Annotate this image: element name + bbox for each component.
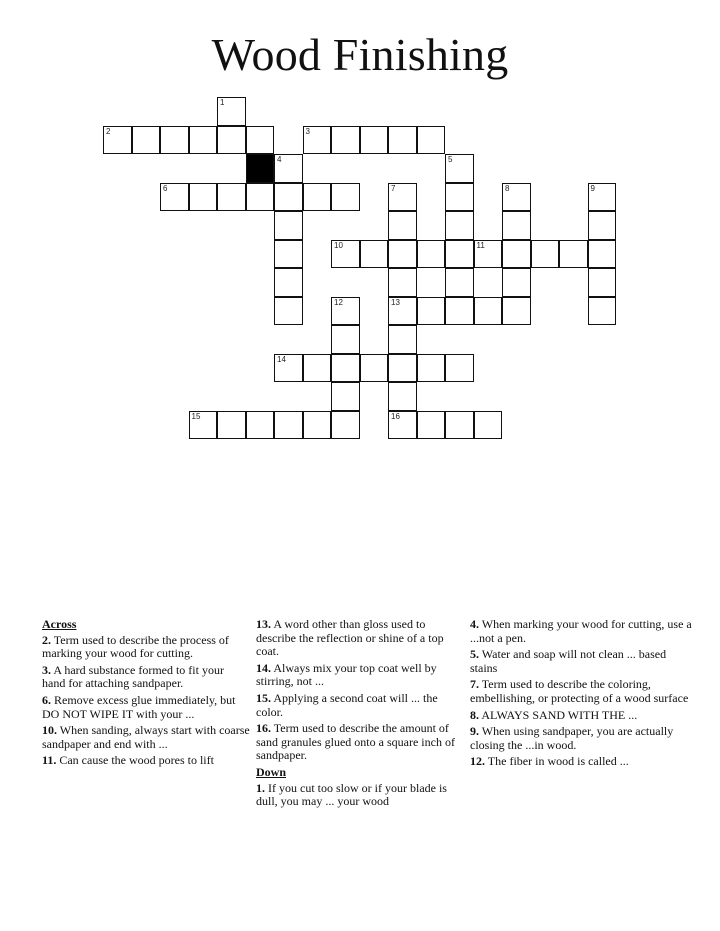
grid-cell[interactable]	[331, 411, 360, 440]
grid-cell[interactable]	[417, 297, 446, 326]
clue-across-15: 15. Applying a second coat will ... the color.	[256, 690, 438, 719]
grid-cell[interactable]	[217, 411, 246, 440]
down-heading: Down	[256, 764, 287, 779]
grid-cell[interactable]	[189, 126, 218, 155]
grid-cell[interactable]	[445, 354, 474, 383]
grid-cell[interactable]	[474, 411, 503, 440]
cell-number: 11	[476, 240, 485, 250]
grid-cell[interactable]	[388, 183, 417, 212]
grid-cell[interactable]	[303, 411, 332, 440]
grid-cell[interactable]	[417, 354, 446, 383]
grid-cell[interactable]	[417, 240, 446, 269]
grid-cell[interactable]	[502, 297, 531, 326]
clue-down-9: 9. When using sandpaper, you are actually closing the ...in wood.	[470, 724, 674, 752]
clue-across-16: 16. Term used to describe the amount of sand granules glued onto a square inch of sandpaper.	[256, 721, 455, 763]
grid-cell[interactable]	[445, 154, 474, 183]
grid-cell[interactable]	[331, 240, 360, 269]
grid-cell[interactable]	[331, 382, 360, 411]
cell-number: 12	[334, 297, 343, 307]
grid-cell[interactable]	[303, 183, 332, 212]
grid-cell[interactable]	[388, 325, 417, 354]
grid-cell[interactable]	[160, 126, 189, 155]
clue-across-13: 13. A word other than gloss used to describe the reflection or shine of a top coat.	[256, 617, 444, 659]
clue-down-7: 7. Term used to describe the coloring, embellishing, or protecting of a wood surface	[470, 677, 689, 705]
grid-cell[interactable]	[303, 126, 332, 155]
clue-down-5: 5. Water and soap will not clean ... based stains	[470, 647, 667, 675]
grid-cell-black	[246, 154, 275, 183]
cell-number: 15	[191, 411, 201, 421]
clue-down-1: 1. If you cut too slow or if your blade is dull, you may ... your wood	[256, 780, 447, 809]
cell-number: 8	[505, 183, 510, 193]
clue-across-10: 10. When sanding, always start with coarse sandpaper and end with ...	[42, 723, 250, 751]
grid-cell[interactable]	[331, 126, 360, 155]
grid-cell[interactable]	[360, 240, 389, 269]
grid-cell[interactable]	[360, 126, 389, 155]
grid-cell[interactable]	[246, 411, 275, 440]
cell-number: 5	[448, 155, 453, 164]
grid-cell[interactable]	[388, 382, 417, 411]
grid-cell[interactable]	[274, 411, 303, 440]
grid-cell[interactable]	[417, 411, 446, 440]
grid-cell[interactable]	[274, 183, 303, 212]
cell-number: 6	[163, 183, 168, 193]
grid-cell[interactable]	[189, 183, 218, 212]
grid-cell[interactable]	[331, 297, 360, 326]
grid-cell[interactable]	[274, 297, 303, 326]
grid-cell[interactable]	[274, 240, 303, 269]
grid-cell[interactable]	[274, 354, 303, 383]
grid-cell[interactable]	[217, 126, 246, 155]
cell-number: 2	[106, 126, 111, 136]
grid-cell[interactable]	[474, 297, 503, 326]
grid-cell[interactable]	[103, 126, 132, 155]
grid-cell[interactable]	[445, 183, 474, 212]
grid-cell[interactable]	[388, 297, 417, 326]
grid-cell[interactable]	[502, 183, 531, 212]
grid-cell[interactable]	[588, 211, 617, 240]
clue-down-12: 12. The fiber in wood is called ...	[470, 754, 629, 769]
grid-cell[interactable]	[331, 183, 360, 212]
page-title: Wood Finishing	[211, 29, 509, 80]
cell-number: 14	[277, 354, 286, 364]
grid-cell[interactable]	[303, 354, 332, 383]
cell-number: 4	[277, 155, 282, 164]
cell-number: 3	[305, 126, 310, 136]
grid-cell[interactable]	[588, 297, 617, 326]
grid-cell[interactable]	[445, 240, 474, 269]
clue-across-2: 2. Term used to describe the process of marking your wood for cutting.	[42, 632, 229, 661]
clue-down-8: 8. ALWAYS SAND WITH THE ...	[470, 707, 638, 722]
clue-across-3: 3. A hard substance formed to fit your hand for attaching sandpaper.	[42, 662, 224, 691]
grid-cell[interactable]	[502, 211, 531, 240]
across-heading: Across	[42, 617, 77, 631]
grid-cell[interactable]	[588, 240, 617, 269]
grid-cell[interactable]	[189, 411, 218, 440]
clue-column-2	[256, 618, 456, 812]
cell-number: 16	[391, 411, 400, 421]
grid-cell[interactable]	[360, 354, 389, 383]
clue-column-1	[42, 618, 250, 771]
grid-cell[interactable]	[331, 354, 360, 383]
cell-number: 9	[590, 183, 595, 193]
cell-number: 1	[220, 98, 225, 107]
grid-cell[interactable]	[474, 240, 503, 269]
grid-cell[interactable]	[274, 268, 303, 297]
grid-cell[interactable]	[132, 126, 161, 155]
grid-cell[interactable]	[417, 126, 446, 155]
grid-cell[interactable]	[588, 183, 617, 212]
grid-cell[interactable]	[274, 154, 303, 183]
grid-cell[interactable]	[160, 183, 189, 212]
clue-across-6: 6. Remove excess glue immediately, but DO NOT WIPE IT with your ...	[42, 692, 236, 721]
grid-cell[interactable]	[246, 183, 275, 212]
grid-cell[interactable]	[445, 268, 474, 297]
grid-cell[interactable]	[588, 268, 617, 297]
clue-column-3	[470, 618, 692, 772]
grid-cell[interactable]	[274, 211, 303, 240]
cell-number: 10	[334, 240, 343, 250]
grid-cell[interactable]	[445, 211, 474, 240]
grid-cell[interactable]	[531, 240, 560, 269]
grid-cell[interactable]	[331, 325, 360, 354]
grid-cell[interactable]	[217, 183, 246, 212]
cell-number: 13	[391, 297, 400, 307]
grid-cell[interactable]	[217, 97, 246, 126]
grid-cell[interactable]	[246, 126, 275, 155]
grid-cell[interactable]	[388, 268, 417, 297]
grid-cell[interactable]	[502, 268, 531, 297]
grid-cell[interactable]	[388, 411, 417, 440]
clue-across-11: 11. Can cause the wood pores to lift	[42, 753, 214, 768]
grid-cell[interactable]	[388, 354, 417, 383]
grid-cell[interactable]	[559, 240, 588, 269]
grid-cell[interactable]	[388, 211, 417, 240]
clue-across-14: 14. Always mix your top coat well by stirring, not ...	[256, 660, 437, 689]
clue-down-4: 4. When marking your wood for cutting, use a ...not a pen.	[470, 617, 692, 645]
grid-cell[interactable]	[388, 126, 417, 155]
grid-cell[interactable]	[502, 240, 531, 269]
grid-cell[interactable]	[445, 411, 474, 440]
grid-cell[interactable]	[388, 240, 417, 269]
grid-cell[interactable]	[445, 297, 474, 326]
crossword-grid	[0, 0, 720, 460]
cell-number: 7	[391, 183, 396, 193]
